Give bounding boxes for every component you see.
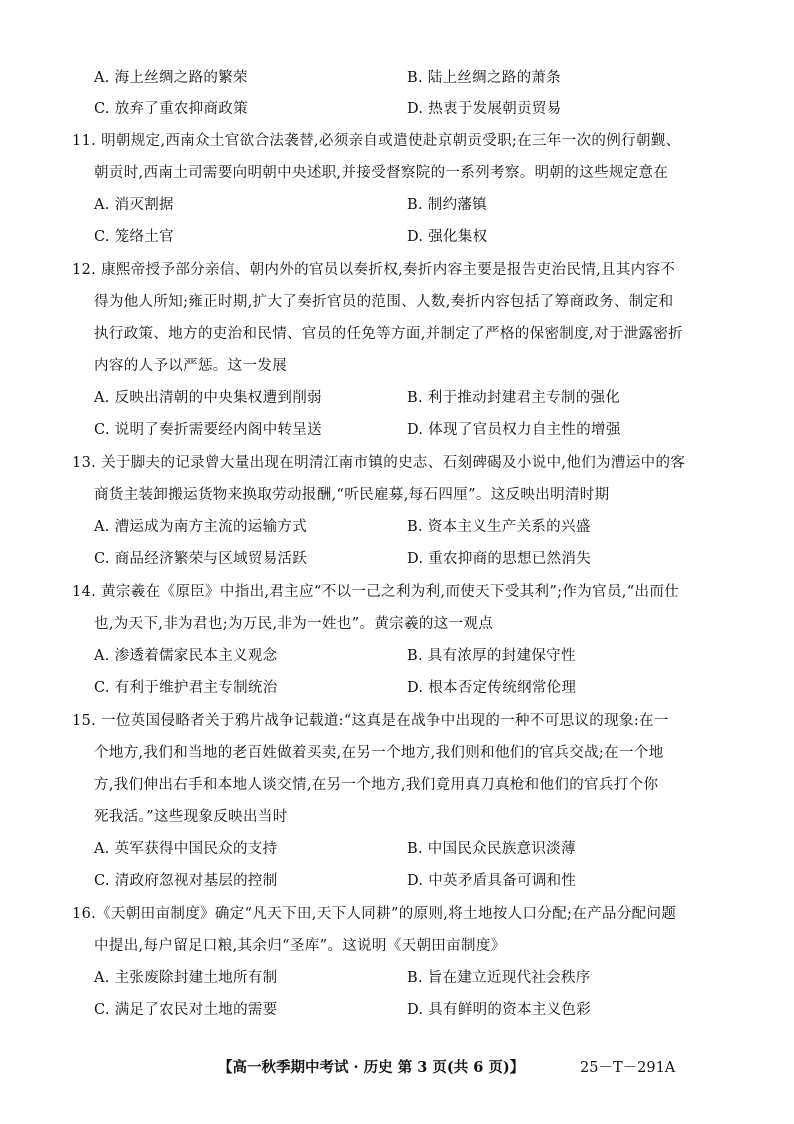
q16-stem-line-1: 16.《天朝田亩制度》确定“凡天下田,天下人同耕”的原则,将土地按人口分配;在产品分配问题 — [72, 906, 677, 922]
q11-stem-line-2: 朝贡时,西南土司需要向明朝中央述职,并接受督察院的一系列考察。明朝的这些规定意在 — [94, 165, 669, 181]
q13-option-a: A. 漕运成为南方主流的运输方式 — [94, 519, 307, 535]
q15-stem-line-4: 死我活。”这些现象反映出当时 — [94, 809, 288, 825]
q13-option-d: D. 重农抑商的思想已然消失 — [407, 551, 592, 567]
q14-option-d: D. 根本否定传统纲常伦理 — [407, 680, 577, 696]
q11-option-c: C. 笼络土官 — [94, 229, 174, 245]
q16-option-row-1 — [0, 966, 794, 988]
q12-stem-line-2: 得为他人所知;雍正时期,扩大了奏折官员的范围、人数,奏折内容包括了筹商政务、制定和 — [94, 294, 674, 310]
q11-option-d: D. 强化集权 — [407, 229, 488, 245]
q14-stem-line-1: 14. 黄宗羲在《原臣》中指出,君主应“不以一己之利为利,而使天下受其利”;作为官员,“出而仕 — [72, 584, 680, 600]
q10-option-a: A. 海上丝绸之路的繁荣 — [94, 70, 248, 86]
q12-option-row-2 — [0, 418, 794, 440]
q13-option-c: C. 商品经济繁荣与区域贸易活跃 — [94, 551, 308, 567]
q15-option-d: D. 中英矛盾具备可调和性 — [407, 873, 577, 889]
q15-stem-line-2: 个地方,我们和当地的老百姓做着买卖,在另一个地方,我们则和他们的官兵交战;在一个地 — [94, 745, 664, 761]
q15-option-c: C. 清政府忽视对基层的控制 — [94, 873, 278, 889]
footer-title: 【高一秋季期中考试 · 历史 第 3 页(共 6 页)】 — [218, 1059, 525, 1076]
q12-stem-line-1: 12. 康熙帝授予部分亲信、朝内外的官员以奏折权,奏折内容主要是报告吏治民情,且其内容不 — [72, 262, 676, 278]
q12-stem-line-4: 内容的人予以严惩。这一发展 — [94, 358, 288, 374]
q14-option-row-2 — [0, 676, 794, 698]
q13-stem-line-2: 商货主装卸搬运货物来换取劳动报酬,“听民雇募,每石四厘”。这反映出明清时期 — [94, 487, 610, 503]
q10-option-row-1 — [0, 66, 794, 88]
footer-code: 25－T－291A — [580, 1060, 676, 1076]
q13-stem-line-1: 13. 关于脚夫的记录曾大量出现在明清江南市镇的史志、石刻碑碣及小说中,他们为漕运中的客 — [72, 455, 686, 471]
q11-option-a: A. 消灭割据 — [94, 197, 174, 213]
q14-stem-line-2: 也,为天下,非为君也;为万民,非为一姓也”。黄宗羲的这一观点 — [94, 616, 494, 632]
q12-stem-line-3: 执行政策、地方的吏治和民情、官员的任免等方面,并制定了严格的保密制度,对于泄露密折 — [94, 326, 684, 342]
q15-stem-line-1: 15. 一位英国侵略者关于鸦片战争记载道:“这真是在战争中出现的一种不可思议的现象:在一 — [72, 713, 669, 729]
q15-option-row-2 — [0, 869, 794, 891]
q11-stem-line-1: 11. 明朝规定,西南众土官欲合法袭替,必须亲自或遣使赴京朝贡受职;在三年一次的例行朝觐、 — [72, 133, 681, 149]
q13-option-row-1 — [0, 515, 794, 537]
q15-option-a: A. 英军获得中国民众的支持 — [94, 841, 278, 857]
q11-option-b: B. 制约藩镇 — [407, 197, 487, 213]
q15-option-row-1 — [0, 837, 794, 859]
q13-option-row-2 — [0, 547, 794, 569]
q12-option-d: D. 体现了官员权力自主性的增强 — [407, 422, 621, 438]
q10-option-row-2 — [0, 97, 794, 119]
q14-option-b: B. 具有浓厚的封建保守性 — [407, 648, 576, 664]
q12-option-c: C. 说明了奏折需要经内阁中转呈送 — [94, 422, 322, 438]
q16-option-row-2 — [0, 998, 794, 1020]
q12-option-b: B. 利于推动封建君主专制的强化 — [407, 390, 621, 406]
q16-option-d: D. 具有鲜明的资本主义色彩 — [407, 1002, 592, 1018]
page-footer — [0, 1056, 794, 1078]
q11-option-row-2 — [0, 225, 794, 247]
q13-option-b: B. 资本主义生产关系的兴盛 — [407, 519, 591, 535]
q15-stem-line-3: 方,我们伸出右手和本地人谈交情,在另一个地方,我们竟用真刀真枪和他们的官兵打个你 — [94, 777, 659, 793]
q16-option-b: B. 旨在建立近现代社会秩序 — [407, 970, 591, 986]
q12-option-row-1 — [0, 386, 794, 408]
q16-stem-line-2: 中提出,每户留足口粮,其余归“圣库”。这说明《天朝田亩制度》 — [94, 938, 506, 954]
q10-option-d: D. 热衷于发展朝贡贸易 — [407, 101, 562, 117]
q14-option-row-1 — [0, 644, 794, 666]
q16-option-a: A. 主张废除封建土地所有制 — [94, 970, 278, 986]
q11-option-row-1 — [0, 193, 794, 215]
q14-option-a: A. 渗透着儒家民本主义观念 — [94, 648, 278, 664]
q10-option-c: C. 放弃了重农抑商政策 — [94, 101, 248, 117]
q15-option-b: B. 中国民众民族意识淡薄 — [407, 841, 576, 857]
q10-option-b: B. 陆上丝绸之路的萧条 — [407, 70, 561, 86]
q12-option-a: A. 反映出清朝的中央集权遭到削弱 — [94, 390, 322, 406]
q16-option-c: C. 满足了农民对土地的需要 — [94, 1002, 278, 1018]
q14-option-c: C. 有利于维护君主专制统治 — [94, 680, 278, 696]
